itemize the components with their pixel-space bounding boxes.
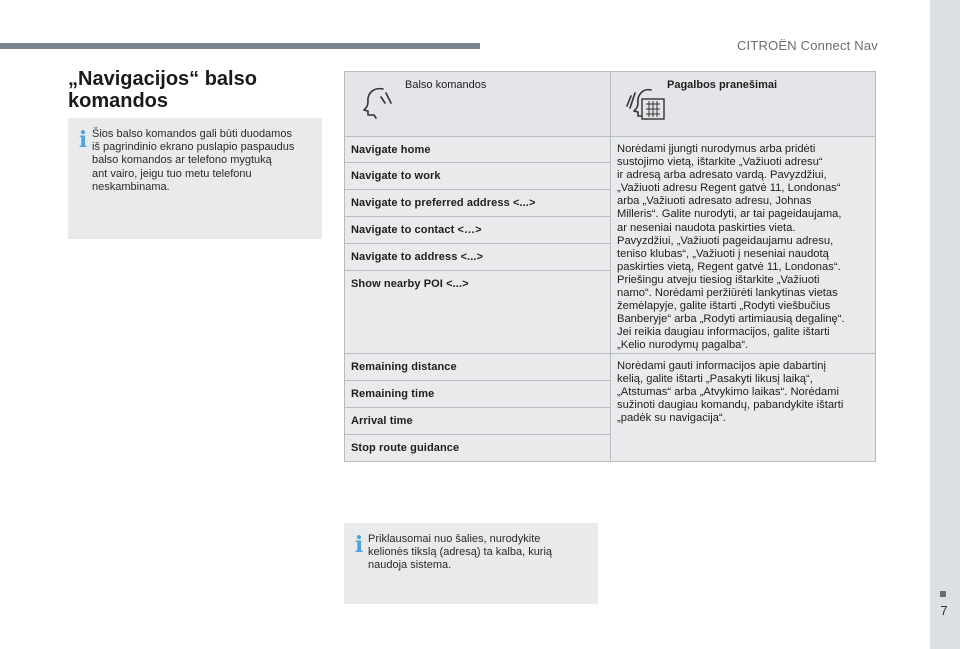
page-marker-icon xyxy=(940,591,946,597)
section-title: „Navigacijos“ balso komandos xyxy=(68,68,257,112)
voice-command-icon xyxy=(359,84,395,120)
command-cell: Remaining distance xyxy=(345,354,611,381)
footer-note-text: Priklausomai nuo šalies, nurodykite kelionės tikslą (adresą) ta kalba, kurią naudoja sistema. xyxy=(368,533,553,572)
column-header-help xyxy=(611,72,876,137)
column-header-commands xyxy=(345,72,611,137)
info-icon: i xyxy=(354,532,364,558)
command-cell: Navigate to contact <…> xyxy=(345,217,611,244)
voice-command-table xyxy=(344,71,876,462)
footer-note xyxy=(344,523,598,604)
intro-note xyxy=(68,118,322,239)
side-strip xyxy=(930,0,960,649)
command-cell: Navigate home xyxy=(345,137,611,163)
column-label-commands: Balso komandos xyxy=(405,79,487,91)
command-cell: Show nearby POI <...> xyxy=(345,271,611,354)
command-cell: Navigate to address <...> xyxy=(345,244,611,271)
command-cell: Navigate to work xyxy=(345,163,611,190)
table-header-row xyxy=(345,72,876,137)
help-message-icon xyxy=(625,84,667,124)
intro-note-text: Šios balso komandos gali būti duodamos iš pagrindinio ekrano puslapio paspaudus balso komandos ar telefono mygtuką ant vairo, jeigu tuo metu telefonu neskambinama. xyxy=(92,128,295,193)
column-label-help: Pagalbos pranešimai xyxy=(667,79,778,91)
command-cell: Arrival time xyxy=(345,408,611,435)
header-rule xyxy=(0,43,480,49)
help-cell: Norėdami įjungti nurodymus arba pridėti sustojimo vietą, ištarkite „Važiuoti adresu“ ir adresą arba adresato vardą. Pavyzdžiui, „Važiuoti adresu Regent gatvė 11, Londonas“ arba „Važiuoti adresato adresu, Johnas Milleris“. Galite nurodyti, ar tai pageidaujama, ar neseniai naudota paskirties vieta. Pavyzdžiui, „Važiuoti pageidaujamu adresu, teniso klubas“, „Važiuoti į neseniai naudotą paskirties vietą, Regent gatvė 11, Londonas“. Priešingu atveju tiesiog ištarkite „Važiuoti namo“. Norėdami peržiūrėti lankytinas vietas žemėlapyje, galite ištarti „Rodyti viešbučius Banberyje“ arba „Rodyti artimiausią degalinę“. Jei reikia daugiau informacijos, galite ištarti „Kelio nurodymų pagalba“. xyxy=(611,137,876,354)
command-cell: Remaining time xyxy=(345,381,611,408)
help-cell: Norėdami gauti informacijos apie dabartinį kelią, galite ištarti „Pasakyti likusį laiką“, „Atstumas“ arba „Atvykimo laikas“. Norėdami sužinoti daugiau komandų, pabandykite ištarti „padėk su navigacija“. xyxy=(611,354,876,462)
page-number: 7 xyxy=(940,603,948,618)
brand-label: CITROËN Connect Nav xyxy=(736,38,878,53)
info-icon: i xyxy=(78,127,88,153)
command-cell: Navigate to preferred address <...> xyxy=(345,190,611,217)
command-cell: Stop route guidance xyxy=(345,435,611,462)
